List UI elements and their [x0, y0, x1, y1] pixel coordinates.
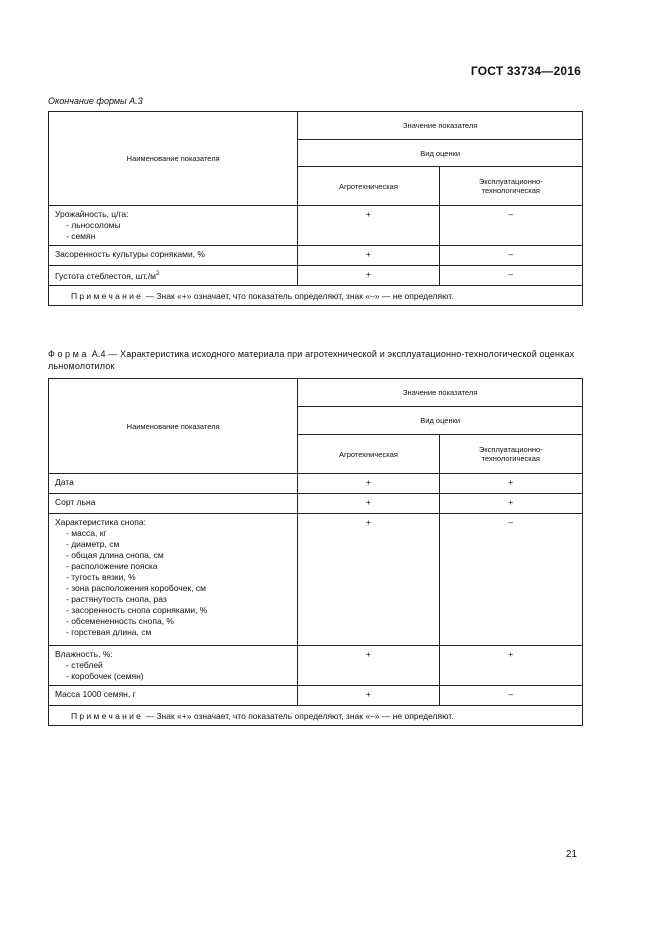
- row-subitem: - растянутость снопа, раз: [66, 594, 167, 604]
- table-row: [49, 266, 583, 286]
- row-subitem: - обсемененность снопа, %: [66, 616, 174, 626]
- unit-superscript: 2: [155, 271, 160, 277]
- operational-value: +: [439, 474, 582, 494]
- row-subitem: - коробочек (семян): [66, 671, 144, 681]
- row-label-cell: [49, 266, 298, 286]
- table-row: [49, 686, 583, 706]
- table-note: [49, 706, 583, 726]
- note-text: — Знак «+» означает, что показатель определяют, знак «–» — не определяют.: [143, 290, 454, 301]
- table-row: [49, 474, 583, 494]
- table-row: [49, 646, 583, 686]
- header-assessment-type: Вид оценки: [298, 140, 583, 167]
- agro-value: +: [298, 246, 439, 266]
- standard-number: ГОСТ 33734—2016: [470, 64, 581, 78]
- table-row: [49, 494, 583, 514]
- header-operational-line2: технологическая: [481, 454, 540, 463]
- note-text: — Знак «+» означает, что показатель определяют, знак «–» — не определяют.: [143, 710, 454, 721]
- header-indicator-value: Значение показателя: [298, 379, 583, 407]
- row-label: Засоренность культуры сорняками, %: [49, 246, 298, 266]
- row-subitem: - засоренность снопа сорняками, %: [66, 605, 208, 615]
- header-operational-line1: Эксплуатационно-: [478, 445, 543, 454]
- row-label-cell: [49, 514, 298, 646]
- header-indicator-value: Значение показателя: [298, 112, 583, 140]
- row-subitem: - диаметр, см: [66, 539, 120, 549]
- agro-value: +: [298, 474, 439, 494]
- header-assessment-type: Вид оценки: [298, 407, 583, 435]
- row-label-cell: [49, 206, 298, 246]
- header-indicator-name: Наименование показателя: [49, 112, 298, 206]
- agro-value: +: [298, 206, 439, 246]
- row-subitem: - зона расположения коробочек, см: [66, 583, 206, 593]
- form-caption-text: А.4 — Характеристика исходного материала при агротехнической и эксплуатационно-технологической оценках льномолотилок: [48, 349, 575, 371]
- table-note-row: [49, 706, 583, 726]
- note-word: Примечание: [71, 290, 144, 301]
- operational-value: –: [439, 206, 582, 246]
- row-label: Масса 1000 семян, г: [49, 686, 298, 706]
- row-subitem: - масса, кг: [66, 528, 107, 538]
- table-note-row: [49, 286, 583, 306]
- row-subitem: - расположение пояска: [66, 561, 158, 571]
- header-operational: [439, 435, 582, 474]
- row-label: Дата: [49, 474, 298, 494]
- form-word: Форма: [48, 349, 90, 359]
- header-operational: [439, 167, 582, 206]
- table-row: [49, 514, 583, 646]
- row-subitem: - льносоломы: [66, 220, 121, 230]
- row-label-cell: [49, 646, 298, 686]
- table-row: [49, 206, 583, 246]
- agro-value: +: [298, 686, 439, 706]
- agro-value: +: [298, 646, 439, 686]
- indicators-table-a3: [48, 111, 583, 306]
- table-note: [49, 286, 583, 306]
- operational-value: +: [439, 494, 582, 514]
- note-word: Примечание: [71, 710, 144, 721]
- header-agrotechnical: Агротехническая: [298, 435, 439, 474]
- agro-value: +: [298, 494, 439, 514]
- row-label: Густота стеблестоя, шт./м: [55, 270, 156, 281]
- row-subitem: - семян: [66, 231, 96, 241]
- agro-value: +: [298, 514, 439, 646]
- header-indicator-name: Наименование показателя: [49, 379, 298, 474]
- operational-value: –: [439, 686, 582, 706]
- row-subitem: - тугость вязки, %: [66, 572, 136, 582]
- operational-value: –: [439, 266, 582, 286]
- row-subitem: - общая длина снопа, см: [66, 550, 164, 560]
- operational-value: –: [439, 514, 582, 646]
- row-subitem: - стеблей: [66, 660, 103, 670]
- operational-value: –: [439, 246, 582, 266]
- header-agrotechnical: Агротехническая: [298, 167, 439, 206]
- agro-value: +: [298, 266, 439, 286]
- indicators-table-a4: [48, 378, 583, 726]
- page-number: 21: [565, 849, 577, 860]
- table-row: [49, 246, 583, 266]
- row-label: Характеристика снопа:: [55, 517, 146, 527]
- row-subitem: - горстевая длина, см: [66, 627, 152, 637]
- header-operational-line2: технологическая: [481, 186, 540, 195]
- row-label: Сорт льна: [49, 494, 298, 514]
- row-label: Урожайность, ц/га:: [55, 209, 129, 219]
- form-a4-caption: [48, 348, 584, 372]
- header-operational-line1: Эксплуатационно-: [478, 177, 543, 186]
- operational-value: +: [439, 646, 582, 686]
- row-label: Влажность, %:: [55, 649, 113, 659]
- table-continuation-title: Окончание формы А.3: [48, 96, 143, 106]
